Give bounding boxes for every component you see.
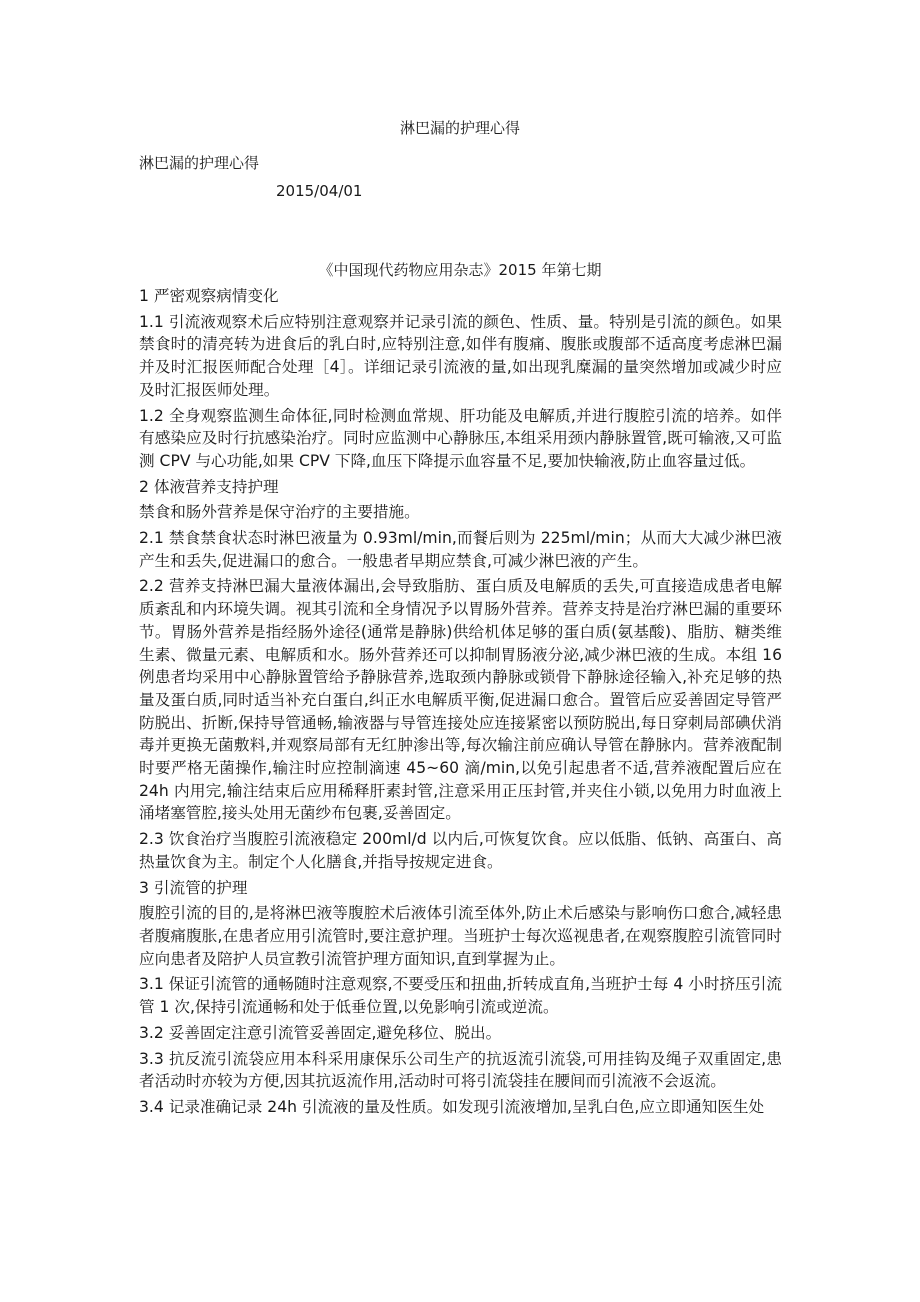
document-subtitle: 淋巴漏的护理心得	[139, 154, 260, 172]
paragraph: 腹腔引流的目的,是将淋巴液等腹腔术后液体引流至体外,防止术后感染与影响伤口愈合,减轻患者腹痛腹胀,在患者应用引流管时,要注意护理。当班护士每次巡视患者,在观察腹腔引流管同时应向患者及陪护人员宣教引流管护理方面知识,直到掌握为止。	[139, 904, 782, 968]
paragraph: 2.2 营养支持淋巴漏大量液体漏出,会导致脂肪、蛋白质及电解质的丢失,可直接造成患者电解质紊乱和内环境失调。视其引流和全身情况予以胃肠外营养。营养支持是治疗淋巴漏的重要环节。胃肠外营养是指经肠外途径(通常是静脉)供给机体足够的蛋白质(氨基酸)、脂肪、糖类维生素、微量元素、电解质和水。肠外营养还可以抑制胃肠液分泌,减少淋巴液的生成。本组 16 例患者均采用中心静脉置管给予静脉营养,选取颈内静脉或锁骨下静脉途径输入,补充足够的热量及蛋白质,同时适当补充白蛋白,纠正水电解质平衡,促进漏口愈合。置管后应妥善固定导管严防脱出、折断,保持导管通畅,输液器与导管连接处应连接紧密以预防脱出,每日穿刺局部碘伏消毒并更换无菌敷料,并观察局部有无红肿渗出等,每次输注前应确认导管在静脉内。营养液配制时要严格无菌操作,输注时应控制滴速 45~60 滴/min,以免引起患者不适,营养液配置后应在 24h 内用完,输注结束后应用稀释肝素封管,注意采用正压封管,并夹住小锁,以免用力时血液上涌堵塞管腔,接头处用无菌纱布包裹,妥善固定。	[139, 577, 782, 823]
heading-2: 2 体液营养支持护理	[139, 477, 279, 496]
paragraph: 2.1 禁食禁食状态时淋巴液量为 0.93ml/min,而餐后则为 225ml/min；从而大大减少淋巴液产生和丢失,促进漏口的愈合。一般患者早期应禁食,可减少淋巴液的产生。	[139, 529, 782, 570]
journal-source: 《中国现代药物应用杂志》2015 年第七期	[318, 261, 602, 279]
paragraph: 3.2 妥善固定注意引流管妥善固定,避免移位、脱出。	[139, 1023, 502, 1042]
paragraph: 2.3 饮食治疗当腹腔引流液稳定 200ml/d 以内后,可恢复饮食。应以低脂、低钠、高蛋白、高热量饮食为主。制定个人化膳食,并指导按规定进食。	[139, 830, 782, 871]
paragraph: 3.3 抗反流引流袋应用本科采用康保乐公司生产的抗返流引流袋,可用挂钩及绳子双重固定,患者活动时亦较为方便,因其抗返流作用,活动时可将引流袋挂在腰间而引流液不会返流。	[139, 1049, 782, 1091]
heading-1: 1 严密观察病情变化	[139, 287, 279, 305]
publish-date: 2015/04/01	[276, 182, 363, 200]
paragraph: 1.1 引流液观察术后应特别注意观察并记录引流的颜色、性质、量。特别是引流的颜色。如果禁食时的清亮转为进食后的乳白时,应特别注意,如伴有腹痛、腹胀或腹部不适高度考虑淋巴漏并及时汇报医师配合处理［4］。详细记录引流液的量,如出现乳糜漏的量突然增加或减少时应及时汇报医师处理。	[139, 312, 782, 399]
paragraph: 3.4 记录准确记录 24h 引流液的量及性质。如发现引流液增加,呈乳白色,应立即通知医生处	[139, 1097, 765, 1116]
document-title: 淋巴漏的护理心得	[399, 119, 520, 137]
paragraph: 禁食和肠外营养是保守治疗的主要措施。	[139, 503, 420, 522]
paragraph: 1.2 全身观察监测生命体征,同时检测血常规、肝功能及电解质,并进行腹腔引流的培养。如伴有感染应及时行抗感染治疗。同时应监测中心静脉压,本组采用颈内静脉置管,既可输液,又可监测 CPV 与心功能,如果 CPV 下降,血压下降提示血容量不足,要加快输液,防止血容量过低。	[139, 406, 782, 470]
paragraph: 3.1 保证引流管的通畅随时注意观察,不要受压和扭曲,折转成直角,当班护士每 4 小时挤压引流管 1 次,保持引流通畅和处于低垂位置,以免影响引流或逆流。	[139, 975, 782, 1017]
document-body	[139, 285, 782, 1122]
heading-3: 3 引流管的护理	[139, 878, 248, 897]
